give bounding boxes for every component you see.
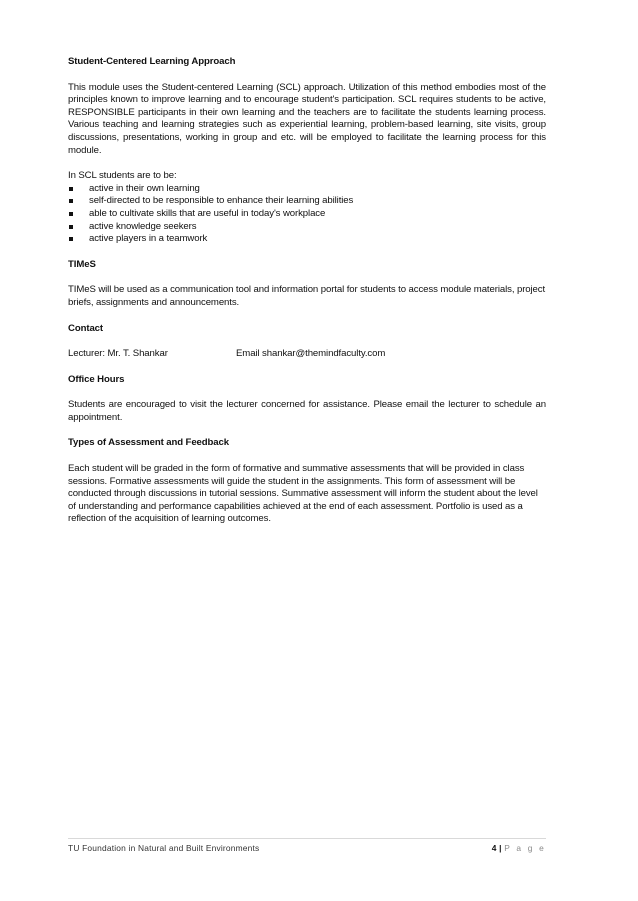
section-heading-office-hours: Office Hours	[68, 373, 125, 385]
square-bullet-icon	[69, 212, 73, 216]
section-heading-scl: Student-Centered Learning Approach	[68, 56, 236, 67]
section-heading-times: TIMeS	[68, 258, 96, 270]
footer-page-label	[492, 843, 546, 853]
scl-bullet-list	[68, 183, 546, 246]
section-heading-contact: Contact	[68, 322, 104, 334]
times-paragraph: TIMeS will be used as a communication tool and information portal for students to access module materials, project briefs, assignments and announcements.	[68, 284, 546, 308]
scl-intro: In SCL students are to be:	[68, 170, 177, 182]
assessment-paragraph: Each student will be graded in the form of formative and summative assessments that will be provided in class sessions. Formative assessments will guide the student in the assignments. This form of assessment will be conducted through discussions in tutorial sessions. Summative assessment will inform the student about the level of understanding and performance capabilities achieved at the end of each assessment. Portfolio is used as a reflection of the acquisition of learning outcomes.	[68, 463, 538, 525]
office-hours-paragraph: Students are encouraged to visit the lecturer concerned for assistance. Please email the lecturer to schedule an appointment.	[68, 399, 546, 423]
footer-course-title: TU Foundation in Natural and Built Environments	[68, 843, 260, 853]
page-word: P a g e	[504, 843, 546, 853]
document-body	[68, 56, 546, 526]
square-bullet-icon	[69, 225, 73, 229]
contact-row	[68, 348, 546, 361]
scl-paragraph: This module uses the Student-centered Learning (SCL) approach. Utilization of this method embodies most of the principles known to improve learning and to encourage student's participation. SCL requires students to be active, RESPONSIBLE participants in their own learning and the teachers are to facilitate the students learning process. Various teaching and learning strategies such as experiential learning, problem-based learning, site visits, group discussions, presentations, working in group and etc. will be employed to facilitate the learning process for this module.	[68, 81, 546, 156]
list-item: self-directed to be responsible to enhance their learning abilities	[68, 195, 546, 208]
footer-separator: |	[499, 843, 502, 853]
list-item: active knowledge seekers	[68, 221, 546, 234]
square-bullet-icon	[69, 187, 73, 191]
lecturer-name: Lecturer: Mr. T. Shankar	[68, 348, 168, 360]
square-bullet-icon	[69, 237, 73, 241]
list-item: active players in a teamwork	[68, 233, 546, 246]
square-bullet-icon	[69, 199, 73, 203]
lecturer-email: Email shankar@themindfaculty.com	[236, 348, 386, 360]
section-heading-assessment: Types of Assessment and Feedback	[68, 437, 230, 449]
page-footer	[68, 838, 546, 853]
list-item: active in their own learning	[68, 183, 546, 196]
page-number: 4	[491, 843, 497, 853]
list-item: able to cultivate skills that are useful in today's workplace	[68, 208, 546, 221]
